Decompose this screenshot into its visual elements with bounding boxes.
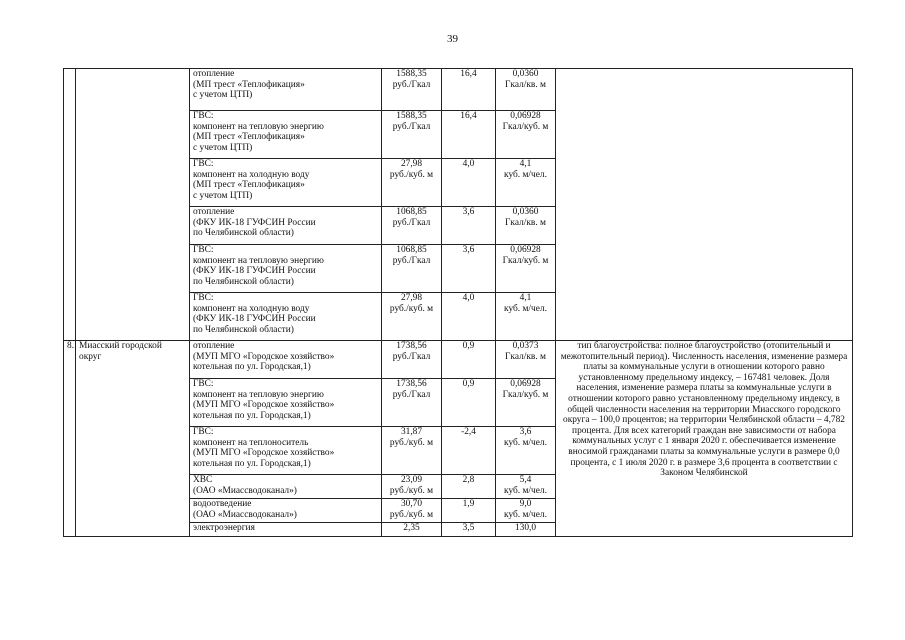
tariff-cell: 1738,56 руб./Гкал <box>382 341 442 379</box>
tariff-cell: 23,09 руб./куб. м <box>382 475 442 499</box>
increase-cell: 16,4 <box>442 69 496 111</box>
table-row <box>64 341 853 379</box>
service-cell: ГВС: компонент на холодную воду (МП трест «Теплофикация» с учетом ЦТП) <box>190 159 382 207</box>
increase-cell: 3,6 <box>442 245 496 293</box>
increase-cell: 4,0 <box>442 159 496 207</box>
tariff-table <box>63 68 853 537</box>
tariff-cell: 1588,35 руб./Гкал <box>382 111 442 159</box>
increase-cell: -2,4 <box>442 427 496 475</box>
standard-cell: 0,0360 Гкал/кв. м <box>496 207 556 245</box>
tariff-cell: 1738,56 руб./Гкал <box>382 379 442 427</box>
tariff-cell: 2,35 <box>382 523 442 537</box>
standard-cell: 4,1 куб. м/чел. <box>496 293 556 341</box>
service-cell: ГВС: компонент на тепловую энергию (МП трест «Теплофикация» с учетом ЦТП) <box>190 111 382 159</box>
tariff-cell: 30,70 руб./куб. м <box>382 499 442 523</box>
standard-cell: 0,06928 Гкал/куб. м <box>496 379 556 427</box>
comment-cell: тип благоустройства: полное благоустройство (отопительный и межотопительный период). Численность населения, изменение размера платы за коммунальные услуги в отношении которого равно установленному предельному индексу, – 167481 человек. Доля населения, изменение размера платы за коммунальные услуги в отношении которого равно установленному предельному индексу, в общей численности населения на территории Миасского городского округа – 100,0 процентов; на территории Челябинской области – 4,782 процента. Для всех категорий граждан вне зависимости от набора коммунальных услуг с 1 января 2020 г. обеспечивается изменение вносимой гражданами платы за коммунальные услуги в размере 0,0 процента, с 1 июля 2020 г. в размере 3,6 процента в соответствии с Законом Челябинской <box>556 341 853 537</box>
page-number: 39 <box>447 33 458 45</box>
row-number-cell <box>64 69 76 341</box>
municipality-cell: Миасский городской округ <box>76 341 190 537</box>
tariff-cell: 1588,35 руб./Гкал <box>382 69 442 111</box>
service-cell: отопление (ФКУ ИК-18 ГУФСИН России по Челябинской области) <box>190 207 382 245</box>
table-row <box>64 69 853 111</box>
standard-cell: 130,0 <box>496 523 556 537</box>
tariff-cell: 27,98 руб./куб. м <box>382 293 442 341</box>
tariff-cell: 27,98 руб./куб. м <box>382 159 442 207</box>
increase-cell: 16,4 <box>442 111 496 159</box>
row-number-cell: 8. <box>64 341 76 537</box>
service-cell: отопление (МУП МГО «Городское хозяйство» котельная по ул. Городская,1) <box>190 341 382 379</box>
service-cell: ГВС: компонент на тепловую энергию (ФКУ ИК-18 ГУФСИН России по Челябинской области) <box>190 245 382 293</box>
increase-cell: 4,0 <box>442 293 496 341</box>
standard-cell: 0,0360 Гкал/кв. м <box>496 69 556 111</box>
standard-cell: 0,06928 Гкал/куб. м <box>496 245 556 293</box>
increase-cell: 1,9 <box>442 499 496 523</box>
standard-cell: 4,1 куб. м/чел. <box>496 159 556 207</box>
service-cell: ХВС (ОАО «Миассводоканал») <box>190 475 382 499</box>
standard-cell: 0,06928 Гкал/куб. м <box>496 111 556 159</box>
tariff-cell: 1068,85 руб./Гкал <box>382 245 442 293</box>
increase-cell: 3,5 <box>442 523 496 537</box>
standard-cell: 3,6 куб. м/чел. <box>496 427 556 475</box>
tariff-cell: 1068,85 руб./Гкал <box>382 207 442 245</box>
increase-cell: 0,9 <box>442 341 496 379</box>
standard-cell: 5,4 куб. м/чел. <box>496 475 556 499</box>
service-cell: электроэнергия <box>190 523 382 537</box>
standard-cell: 0,0373 Гкал/кв. м <box>496 341 556 379</box>
service-cell: ГВС: компонент на теплоноситель (МУП МГО «Городское хозяйство» котельная по ул. Городская,1) <box>190 427 382 475</box>
service-cell: отопление (МП трест «Теплофикация» с учетом ЦТП) <box>190 69 382 111</box>
increase-cell: 3,6 <box>442 207 496 245</box>
tariff-cell: 31,87 руб./куб. м <box>382 427 442 475</box>
municipality-cell <box>76 69 190 341</box>
increase-cell: 0,9 <box>442 379 496 427</box>
increase-cell: 2,8 <box>442 475 496 499</box>
service-cell: водоотведение (ОАО «Миассводоканал») <box>190 499 382 523</box>
standard-cell: 9,0 куб. м/чел. <box>496 499 556 523</box>
comment-cell <box>556 69 853 341</box>
service-cell: ГВС: компонент на холодную воду (ФКУ ИК-18 ГУФСИН России по Челябинской области) <box>190 293 382 341</box>
service-cell: ГВС: компонент на тепловую энергию (МУП МГО «Городское хозяйство» котельная по ул. Городская,1) <box>190 379 382 427</box>
